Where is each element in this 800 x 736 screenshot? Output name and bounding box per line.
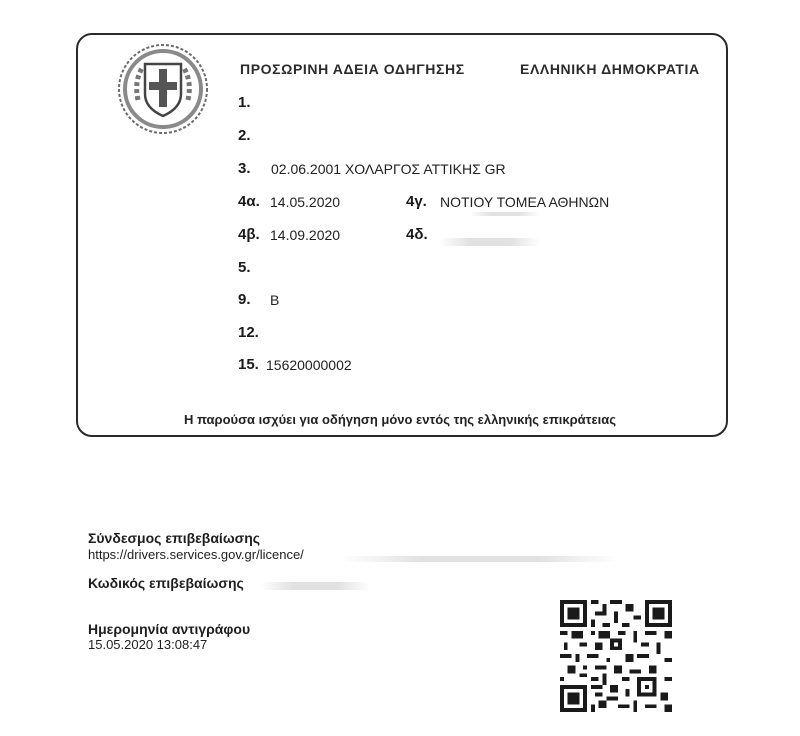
field-label-3: 3.	[238, 160, 251, 177]
copy-date-label: Ημερομηνία αντιγράφου	[88, 621, 251, 637]
redacted-area	[470, 212, 540, 216]
verification-code-label: Κωδικός επιβεβαίωσης	[88, 575, 244, 591]
redacted-area	[260, 582, 370, 590]
country-name: ΕΛΛΗΝΙΚΗ ΔΗΜΟΚΡΑΤΙΑ	[520, 61, 700, 77]
field-label-4c: 4γ.	[406, 193, 427, 210]
field-value-15: 15620000002	[266, 357, 352, 373]
field-label-15: 15.	[238, 356, 259, 373]
field-label-4a: 4α.	[238, 193, 260, 210]
verification-link[interactable]: https://drivers.services.gov.gr/licence/	[88, 547, 304, 562]
copy-date: 15.05.2020 13:08:47	[88, 637, 208, 652]
field-label-1: 1.	[238, 94, 251, 111]
qr-code-icon	[558, 600, 674, 712]
greek-coat-of-arms-icon	[116, 42, 210, 136]
field-label-4d: 4δ.	[406, 226, 428, 243]
redacted-area	[440, 238, 540, 246]
field-value-4a: 14.05.2020	[270, 194, 341, 210]
field-label-5: 5.	[238, 259, 251, 276]
field-label-12: 12.	[238, 324, 259, 341]
field-value-3: 02.06.2001 ΧΟΛΑΡΓΟΣ ΑΤΤΙΚΗΣ GR	[271, 161, 506, 177]
field-label-4b: 4β.	[238, 226, 260, 243]
field-label-9: 9.	[238, 291, 251, 308]
validity-notice: Η παρούσα ισχύει για οδήγηση μόνο εντός της ελληνικής επικράτειας	[183, 412, 617, 427]
licence-title: ΠΡΟΣΩΡΙΝΗ ΑΔΕΙΑ ΟΔΗΓΗΣΗΣ	[240, 61, 465, 77]
field-value-9: B	[270, 292, 280, 308]
field-value-4b: 14.09.2020	[270, 227, 341, 243]
field-label-2: 2.	[238, 127, 251, 144]
redacted-area	[340, 556, 620, 562]
verification-link-label: Σύνδεσμος επιβεβαίωσης	[88, 530, 261, 546]
field-value-4c: ΝΟΤΙΟΥ ΤΟΜΕΑ ΑΘΗΝΩΝ	[440, 194, 610, 210]
